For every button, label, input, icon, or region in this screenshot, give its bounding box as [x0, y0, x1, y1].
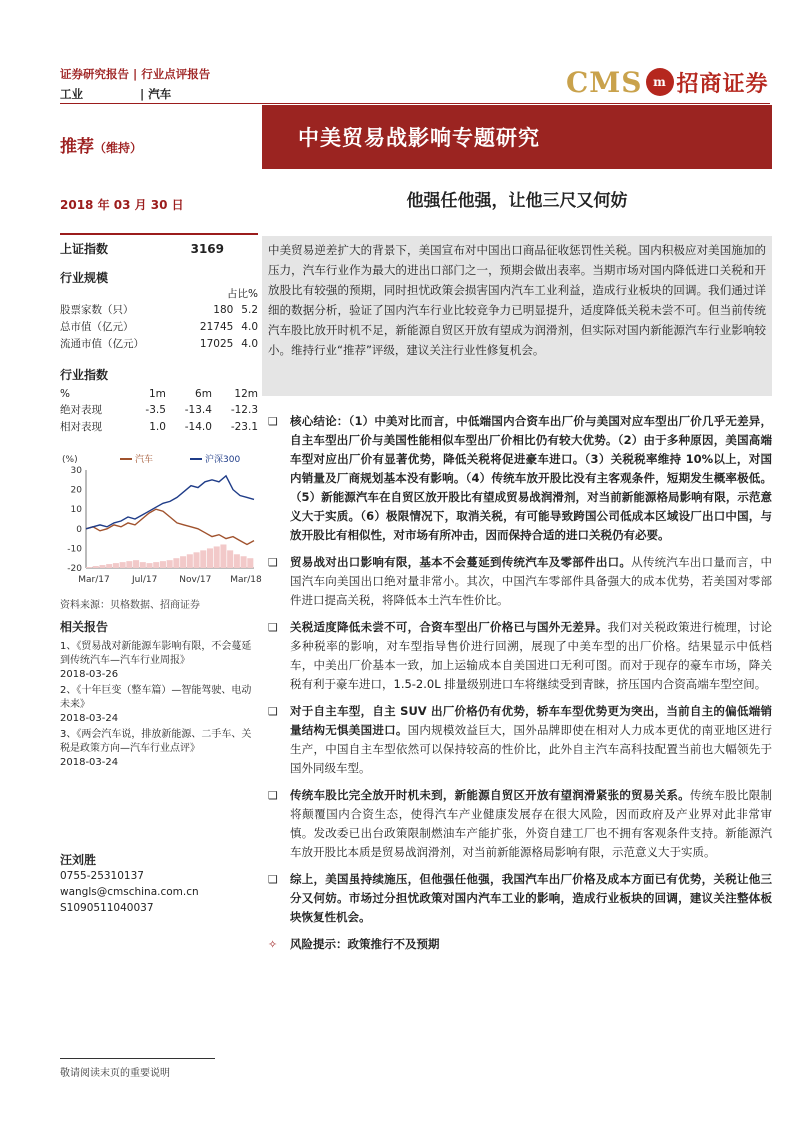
area-bar: [120, 562, 126, 568]
bullet-text: [290, 702, 772, 778]
bullet-bold: 核心结论：（1）中美对比而言，中低端国内合资车出厂价与美国对应车型出厂价几乎无差异，自主车型出厂价与美国性能相似车型出厂价相比仍有较大优势。（2）由于多种原因，美国高端车型对应出厂价有显著优势，降低关税将促进豪车进口。（3）关税税率维持 10%以上，对国内销量及厂商规划基本没有影响。（4）传统车放开股比没有主客观条件，短期发生概率极低。（5）新能源汽车在自贸区放开股比有望成贸易战润滑剂，对当前新能源格局影响有限，示范意义大于实质。（6）极限情况下，取消关税，有可能导致跨国公司低成本区域设厂出口中国，与放开股比有相似性，对市场有所冲击，因而保持合适的进口关税仍有必要。: [290, 414, 772, 542]
y-tick-label: -10: [67, 544, 82, 555]
company-logo: [566, 62, 769, 102]
separator: |: [133, 67, 138, 81]
perf-value: -23.1: [230, 420, 258, 433]
area-bar: [173, 558, 179, 568]
perf-value: -14.0: [184, 420, 212, 433]
bullet-body: 传统车股比限制将颠覆国内合资生态，使得汽车产业健康发展存在很大风险，因而政府及产业界对此非常审慎。发改委已出台政策限制燃油车产能扩张，外资自建工厂也不拥有客观条件支持。新能源汽车放开股比本质是贸易战润滑剂，对当前新能源格局影响有限，示范意义大于实质。: [290, 788, 772, 859]
related-item-date: 2018-03-24: [60, 713, 119, 724]
area-bar: [234, 554, 240, 568]
bullet-text: [290, 870, 772, 927]
area-bar: [160, 561, 166, 568]
index-value: 3169: [190, 242, 224, 256]
related-item-title: 3、《两会汽车说，排放新能源、二手车、关税是政策方向—汽车行业点评》: [60, 729, 252, 754]
x-tick-label: Mar/17: [78, 575, 110, 585]
analyst-name: 汪刘胜: [60, 853, 97, 867]
bullet-text: [290, 618, 772, 694]
report-title: 中美贸易战影响专题研究: [298, 125, 540, 150]
area-bar: [106, 564, 112, 568]
related-item-title: 2、《十年巨变（整车篇）—智能驾驶、电动未来》: [60, 685, 252, 710]
y-tick-label: 30: [70, 466, 82, 476]
area-bar: [133, 560, 139, 568]
area-bar: [220, 544, 226, 568]
x-tick-label: Nov/17: [179, 575, 212, 585]
logo-text-cn: 招商证券: [676, 70, 769, 97]
area-bar: [187, 554, 193, 568]
analyst-info: [60, 852, 258, 916]
related-item-title: 1、《贸易战对新能源车影响有限，不会蔓延到传统汽车—汽车行业周报》: [60, 641, 252, 666]
ratio-header-text: 占比%: [227, 288, 258, 300]
scale-table: [60, 301, 258, 352]
area-bar: [214, 546, 220, 568]
key-points: [262, 412, 772, 962]
bullet-text: [290, 786, 772, 862]
area-bar: [180, 556, 186, 568]
bullet-bold: 对于自主车型，自主 SUV 出厂价格仍有优势，轿车车型优势更为突出，当前自主的偏低端销量结构无惧美国进口。: [290, 704, 772, 737]
bullet-text: [290, 553, 772, 610]
index-row: [60, 240, 258, 257]
legend-label: 沪深300: [205, 455, 241, 465]
perf-table: [60, 387, 258, 435]
checkbox-bullet-icon: ❑: [268, 415, 278, 428]
report-category: [60, 66, 210, 82]
related-title: 相关报告: [60, 620, 109, 634]
bullet-body: 国内规模效益巨大，国外品牌即使在相对人力成本更优的南亚地区进行生产，中国自主车型依然可以保持较高的性价比，此外自主汽车高科技配置当前也大幅领先于国外同级车型。: [290, 723, 772, 775]
area-bar: [247, 558, 253, 568]
area-bar: [99, 565, 105, 568]
logo-text-en: CMS: [566, 65, 643, 99]
sector-line: [60, 86, 171, 102]
bullet-body: 我们对关税政策进行梳理，讨论多种税率的影响，对车型指导售价进行回溯，展现了中美车型的出厂价格。结果显示中低档车，中美出厂价基本一致，加上运输成本自美国进口无利可图。而对于现存的豪车市场，降关税有利于豪车进口，1.5-2.0L 排量级别进口车将继续受到青睐，挤压国内合资高端车型空间。: [290, 620, 773, 691]
area-bar: [126, 561, 132, 568]
perf-label: 相对表现: [60, 421, 102, 433]
table-row: [60, 401, 258, 418]
bullet-item: [262, 412, 772, 545]
rating-note: （维持）: [94, 141, 143, 155]
related-item[interactable]: [60, 684, 258, 726]
bullet-text: [290, 412, 772, 545]
area-bar: [207, 548, 213, 568]
related-list: [60, 640, 258, 772]
area-bar: [153, 562, 159, 568]
title-band: [262, 105, 772, 169]
related-item-date: 2018-03-24: [60, 757, 119, 768]
y-axis-unit: (%): [62, 455, 78, 465]
report-type: 证券研究报告: [60, 67, 129, 81]
perf-header: 12m: [234, 388, 258, 400]
analyst-phone: 0755-25310137: [60, 870, 144, 882]
table-row: [60, 318, 258, 335]
y-tick-label: 10: [70, 505, 82, 516]
y-tick-label: -20: [67, 564, 82, 574]
risk-item: [262, 935, 772, 954]
bullet-bold: 关税适度降低未尝不可，合资车型出厂价格已与国外无差异。: [290, 620, 608, 634]
summary-box: 中美贸易逆差扩大的背景下，美国宣布对中国出口商品征收惩罚性关税。国内积极应对美国施加的压力，汽车行业作为最大的进出口部门之一，预期会做出表率。当期市场对国内降低进口关税和开放股比有较强的预期，同时担忧政策会损害国内汽车工业利益，造成行业板块的回调。我们通过详细的数据分析，验证了国内汽车行业比较竞争力已明显提升，适度降低关税未尝不可。但当前传统汽车股比放开时机不足，新能源自贸区开放有望成为润滑剂，但实际对国内新能源汽车行业影响较小。维持行业“推荐”评级，建议关注行业性修复机会。: [262, 236, 772, 396]
risk-label: 风险提示：: [290, 937, 348, 951]
related-item-date: 2018-03-26: [60, 669, 119, 680]
x-tick-label: Mar/18: [230, 575, 262, 585]
related-item[interactable]: [60, 728, 258, 770]
perf-value: 1.0: [149, 420, 166, 433]
area-bar: [227, 550, 233, 568]
area-bar: [241, 556, 247, 568]
scale-value: 21745: [199, 320, 234, 333]
report-subtype: 行业点评报告: [141, 67, 211, 81]
bullet-item: [262, 618, 772, 694]
bullet-item: [262, 786, 772, 862]
scale-ratio-header: [60, 286, 258, 301]
scale-value: 180: [213, 303, 234, 316]
area-bar: [167, 560, 173, 568]
area-bar: [200, 550, 206, 568]
checkbox-bullet-icon: ❑: [268, 789, 278, 802]
scale-label: 股票家数（只）: [60, 304, 134, 316]
bullet-item: [262, 553, 772, 610]
scale-label: 流通市值（亿元）: [60, 338, 144, 350]
scale-pct: 5.2: [241, 303, 258, 316]
rating-label: 推荐: [60, 137, 94, 157]
perf-value: -3.5: [145, 403, 166, 416]
area-bar: [86, 567, 92, 568]
related-item[interactable]: [60, 640, 258, 682]
perf-label: 绝对表现: [60, 404, 102, 416]
area-bar: [93, 566, 99, 568]
left-column: [60, 240, 258, 435]
scale-pct: 4.0: [241, 320, 258, 333]
scale-value: 17025: [199, 337, 234, 350]
footer-divider: [60, 1058, 215, 1059]
separator: |: [140, 87, 149, 101]
area-bar: [146, 563, 152, 568]
checkbox-bullet-icon: ❑: [268, 621, 278, 634]
performance-chart: [60, 448, 262, 588]
scale-label: 总市值（亿元）: [60, 321, 134, 333]
risk-body: 政策推行不及预期: [347, 937, 440, 951]
table-row: [60, 335, 258, 352]
bullet-bold: 综上，美国虽持续施压，但他强任他强，我国汽车出厂价格及成本方面已有优势，关税让他三分又何妨。市场过分担忧政策对国内汽车工业的影响，造成行业板块的回调，建议关注整体板块恢复性机会。: [290, 872, 772, 924]
bullet-item: [262, 702, 772, 778]
legend-label: 汽车: [135, 455, 154, 465]
perf-value: -12.3: [230, 403, 258, 416]
area-bar: [113, 563, 119, 568]
checkbox-bullet-icon: ❑: [268, 705, 278, 718]
footer-note: 敬请阅读末页的重要说明: [60, 1068, 170, 1079]
series-line: [86, 509, 254, 544]
table-header-row: [60, 387, 258, 401]
scale-pct: 4.0: [241, 337, 258, 350]
sector: 工业: [60, 87, 83, 101]
index-label: 上证指数: [60, 242, 109, 256]
bullet-bold: 传统车股比完全放开时机未到，新能源自贸区开放有望润滑紧张的贸易关系。: [290, 788, 690, 802]
scale-title: 行业规模: [60, 271, 109, 285]
diamond-star-icon: ✧: [268, 938, 278, 951]
x-tick-label: Jul/17: [131, 575, 158, 585]
table-row: [60, 301, 258, 318]
perf-title: 行业指数: [60, 368, 109, 382]
perf-header: 6m: [195, 388, 212, 400]
report-date: 2018 年 03 月 30 日: [60, 198, 184, 212]
table-row: [60, 418, 258, 435]
area-bar: [194, 552, 200, 568]
bullet-item: [262, 870, 772, 927]
checkbox-bullet-icon: ❑: [268, 556, 278, 569]
industry: 汽车: [148, 87, 172, 101]
rating: [60, 132, 142, 157]
y-tick-label: 20: [70, 485, 82, 496]
header-divider: [60, 103, 770, 104]
area-bar: [140, 562, 146, 568]
series-line: [86, 476, 254, 529]
bullet-body: 从传统汽车出口量而言，中国汽车向美国出口绝对量非常小。其次，中国汽车零部件具备强大的成本优势，若美国对零部件进口提高关税，将降低本土汽车性价比。: [290, 555, 772, 607]
left-column-divider: [60, 233, 258, 235]
perf-header: 1m: [148, 388, 166, 400]
analyst-license: S1090511040037: [60, 902, 154, 914]
analyst-email[interactable]: wangls@cmschina.com.cn: [60, 886, 199, 898]
report-subtitle: 他强任他强，让他三尺又何妨: [406, 191, 628, 211]
checkbox-bullet-icon: ❑: [268, 873, 278, 886]
risk-text: [290, 935, 772, 954]
chart-source: 资料来源：贝格数据、招商证券: [60, 600, 200, 611]
y-tick-label: 0: [76, 524, 82, 535]
perf-header: %: [60, 388, 70, 400]
bullet-bold: 贸易战对出口影响有限，基本不会蔓延到传统汽车及零部件出口。: [290, 555, 632, 569]
perf-value: -13.4: [184, 403, 212, 416]
logo-mark-icon: m: [646, 68, 674, 96]
